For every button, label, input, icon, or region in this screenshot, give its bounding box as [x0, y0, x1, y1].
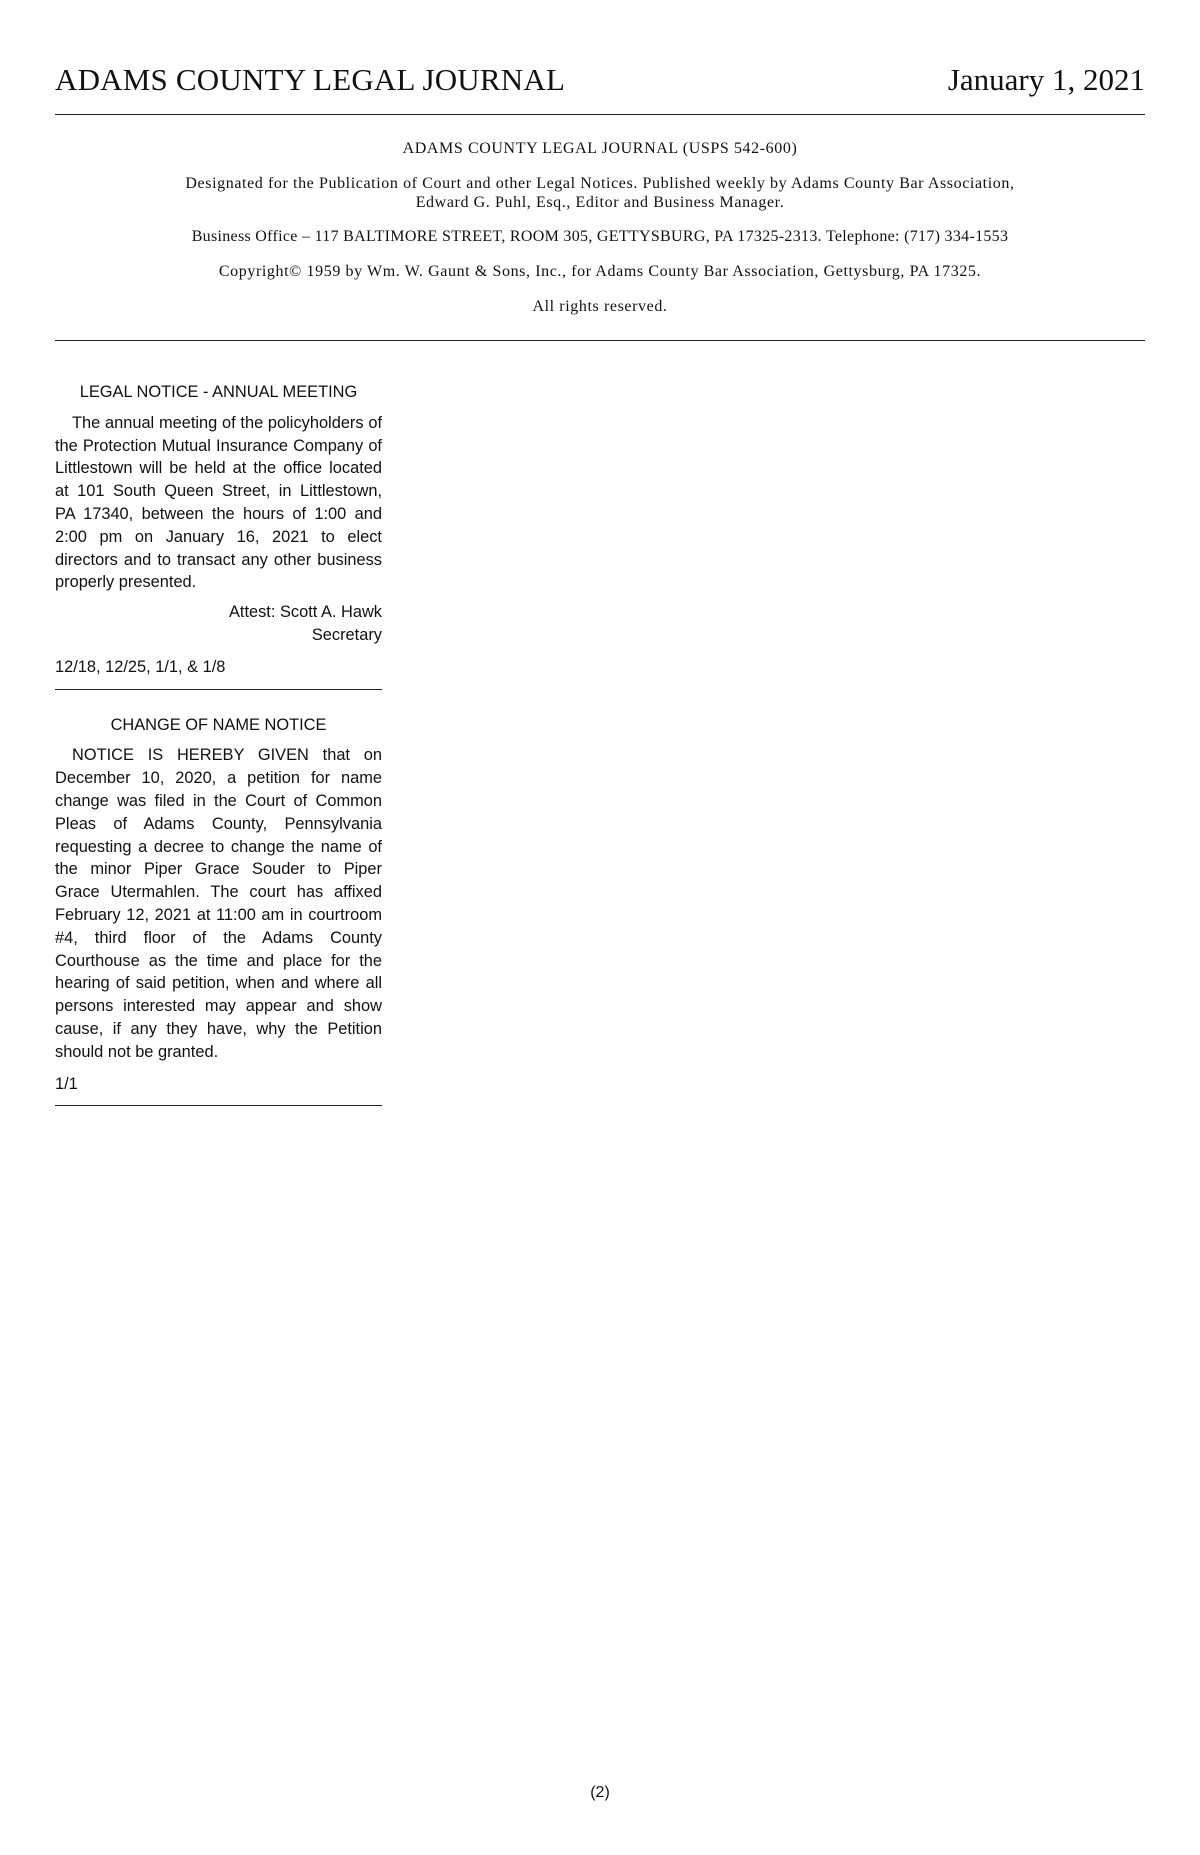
- rights-line: All rights reserved.: [532, 298, 668, 315]
- designation-line-1: Designated for the Publication of Court and other Legal Notices. Published weekly by Adams County Bar Association,: [185, 175, 1015, 192]
- journal-title: ADAMS COUNTY LEGAL JOURNAL: [55, 62, 566, 97]
- designation-line-2: Edward G. Puhl, Esq., Editor and Business Manager.: [415, 194, 785, 211]
- header-divider: [55, 340, 1145, 341]
- notices-column: [55, 381, 382, 1130]
- notice-title: LEGAL NOTICE - ANNUAL MEETING: [79, 383, 358, 401]
- designation-block: [55, 174, 1145, 212]
- notice-title: CHANGE OF NAME NOTICE: [110, 715, 327, 734]
- copyright-line: Copyright© 1959 by Wm. W. Gaunt & Sons, Inc., for Adams County Bar Association, Gettysburg, PA 17325.: [218, 263, 982, 280]
- issue-date: January 1, 2021: [947, 62, 1145, 97]
- notice-body: NOTICE IS HEREBY GIVEN that on December 10, 2020, a petition for name change was filed in the Court of Common Pleas of Adams County, Pennsylvania requesting a decree to change the name of the minor Piper Grace Souder to Piper Grace Utermahlen. The court has affixed February 12, 2021 at 11:00 am in courtroom #4, third floor of the Adams County Courthouse as the time and place for the hearing of said petition, when and where all persons interested may appear and show cause, if any they have, why the Petition should not be granted.: [55, 746, 382, 1061]
- attest-title: Secretary: [311, 625, 382, 644]
- publication-info: [55, 139, 1145, 316]
- masthead: [55, 62, 1145, 114]
- attest-name: Attest: Scott A. Hawk: [228, 603, 382, 622]
- publication-line: ADAMS COUNTY LEGAL JOURNAL (USPS 542-600): [402, 140, 798, 157]
- business-office-line: Business Office – 117 BALTIMORE STREET, ROOM 305, GETTYSBURG, PA 17325-2313. Telephone: (717) 334-1553: [191, 228, 1009, 245]
- annual-meeting-notice: [55, 381, 382, 690]
- notice-divider: [55, 1105, 382, 1106]
- notice-divider: [55, 689, 382, 690]
- attestation: [55, 601, 382, 647]
- page-number: (2): [590, 1784, 610, 1801]
- change-of-name-notice: [55, 714, 382, 1107]
- masthead-rule: [55, 114, 1145, 115]
- notice-body: The annual meeting of the policyholders of the Protection Mutual Insurance Company of Littlestown will be held at the office located at 101 South Queen Street, in Littlestown, PA 17340, between the hours of 1:00 and 2:00 pm on January 16, 2021 to elect directors and to transact any other business properly presented.: [55, 413, 382, 592]
- publication-dates: 12/18, 12/25, 1/1, & 1/8: [55, 657, 226, 676]
- publication-dates: 1/1: [55, 1074, 78, 1093]
